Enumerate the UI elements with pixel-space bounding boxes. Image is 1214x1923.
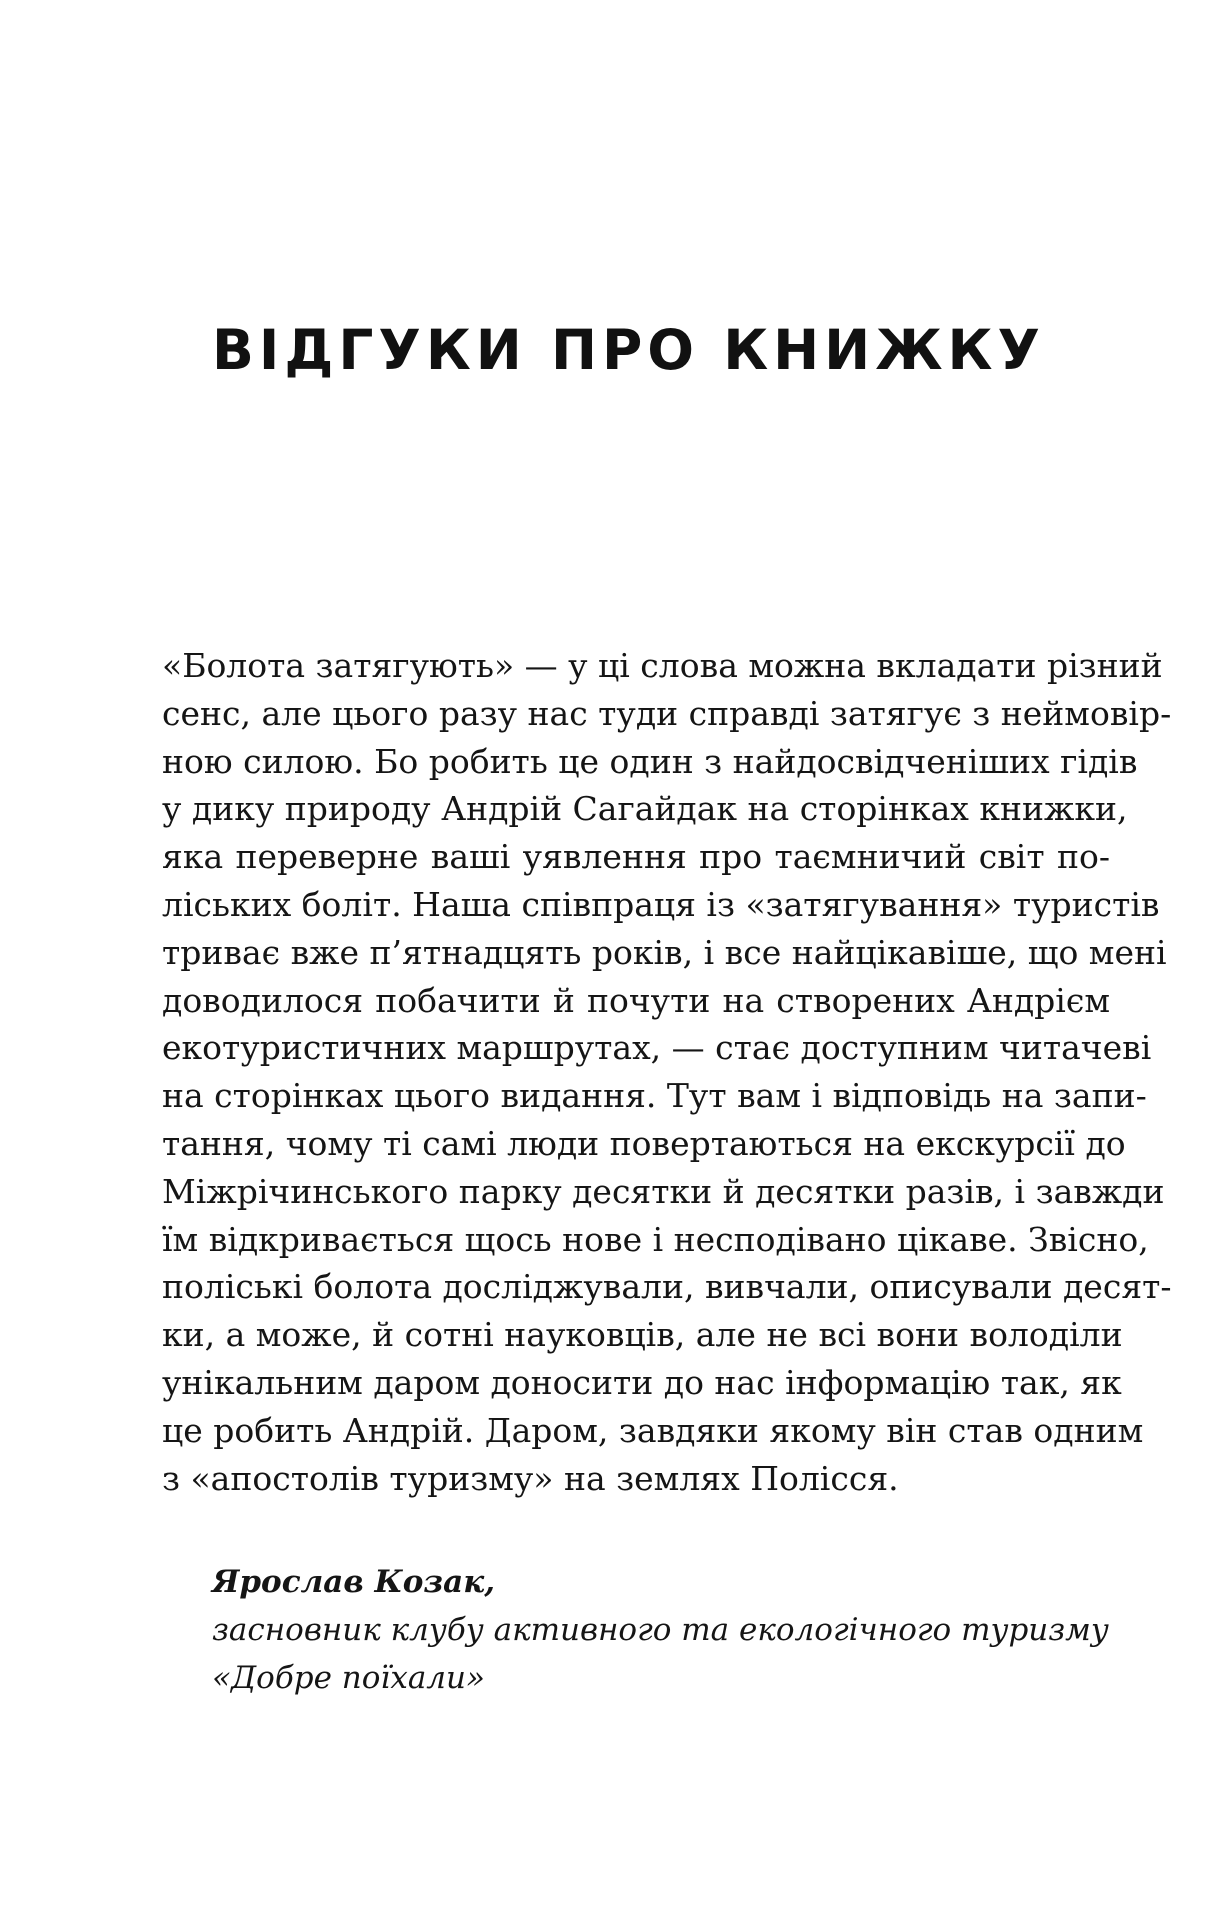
review-line: ки, а може, й сотні науковців, але не всі вони володіли (162, 1315, 1123, 1355)
author-name: Ярослав Козак, (212, 1564, 496, 1600)
review-line: унікальним даром доносити до нас інформацію так, як (162, 1362, 1122, 1402)
review-line: з «апостолів туризму» на землях Полісся. (162, 1458, 899, 1498)
review-line: ною силою. Бо робить це один з найдосвідченіших гідів (162, 741, 1138, 781)
review-line: ліських боліт. Наша співпраця із «затягування» туристів (162, 884, 1160, 924)
review-line: у дику природу Андрій Сагайдак на сторінках книжки, (162, 789, 1128, 829)
review-line: Міжрічинського парку десятки й десятки разів, і завжди (162, 1171, 1165, 1211)
review-line: тання, чому ті самі люди повертаються на екскурсії до (162, 1123, 1126, 1163)
club-name: «Добре поїхали» (212, 1660, 485, 1696)
author-role: засновник клубу активного та екологічного туризму (212, 1612, 1109, 1648)
review-text (162, 642, 1172, 1502)
review-line: поліські болота досліджували, вивчали, описували десят- (162, 1267, 1172, 1307)
review-line: доводилося побачити й почути на створених Андрієм (162, 980, 1110, 1020)
review-line: це робить Андрій. Даром, завдяки якому він став одним (162, 1410, 1144, 1450)
review-line: яка переверне ваші уявлення про таємничий світ по- (162, 837, 1110, 877)
review-signature (212, 1558, 1109, 1702)
review-line: триває вже п’ятнадцять років, і все найцікавіше, що мені (162, 932, 1167, 972)
page-title: ВІДГУКИ ПРО КНИЖКУ (212, 318, 1045, 382)
review-line: «Болота затягують» — у ці слова можна вкладати різний (162, 646, 1163, 685)
review-line: сенс, але цього разу нас туди справді затягує з неймовір- (162, 693, 1172, 733)
review-line: їм відкривається щось нове і несподівано цікаве. Звісно, (162, 1219, 1149, 1259)
review-line: екотуристичних маршрутах, — стає доступним читачеві (162, 1028, 1152, 1068)
review-line: на сторінках цього видання. Тут вам і відповідь на запи- (162, 1076, 1147, 1116)
